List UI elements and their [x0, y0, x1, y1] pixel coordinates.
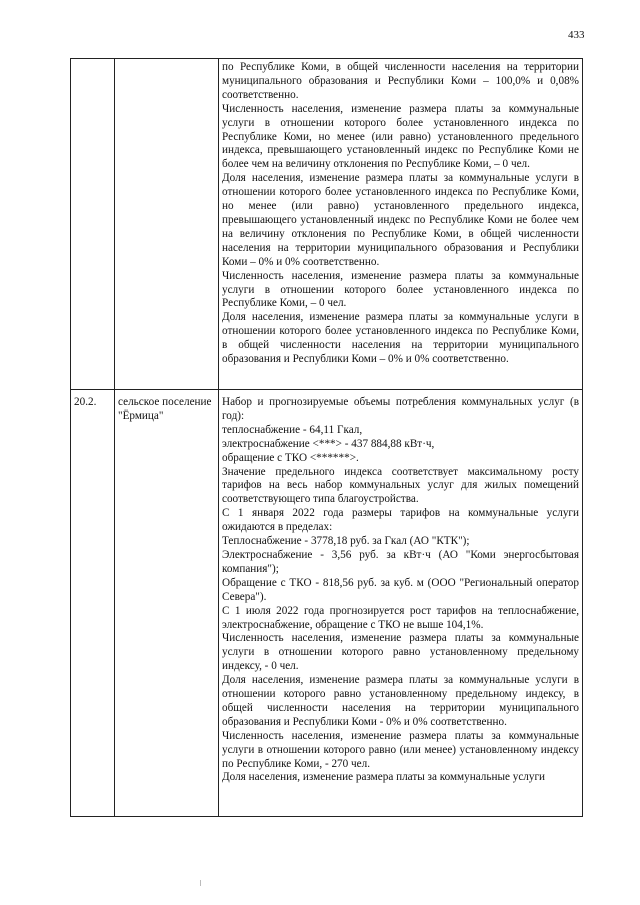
- paragraph: Доля населения, изменение размера платы за коммунальные услуги в отношении которого равно установленному предельному индексу, в общей численности населения на территории муниципального образования и Республики Коми - 0% и 0% соответственно.: [222, 674, 579, 728]
- paragraph: Численность населения, изменение размера платы за коммунальные услуги в отношении которого равно (или менее) установленному индексу по Республике Коми, - 270 чел.: [222, 729, 579, 770]
- table-row: [71, 390, 583, 817]
- paragraph: Значение предельного индекса соответствует максимальному росту тарифов на весь набор коммунальных услуг для жилых помещений соответствующего типа благоустройства.: [222, 465, 579, 506]
- row-number-cell: 20.2.: [71, 390, 115, 817]
- settlement-name-cell: [115, 59, 219, 390]
- paragraph: С 1 июля 2022 года прогнозируется рост тарифов на теплоснабжение, электроснабжение, обращение с ТКО не выше 104,1%.: [222, 604, 579, 631]
- paragraph: обращение с ТКО <******>.: [222, 451, 359, 464]
- paragraph: Обращение с ТКО - 818,56 руб. за куб. м (ООО "Региональный оператор Севера").: [222, 576, 579, 603]
- paragraph: Теплоснабжение - 3778,18 руб. за Гкал (АО "КТК");: [222, 535, 470, 548]
- paragraph: Доля населения, изменение размера платы за коммунальные услуги: [222, 771, 546, 784]
- row-text-cell: [219, 390, 583, 817]
- page-number: 433: [568, 29, 585, 41]
- scan-mark: [200, 880, 201, 886]
- table-row: [71, 59, 583, 390]
- paragraph: Численность населения, изменение размера платы за коммунальные услуги в отношении которого более установленного индекса по Республике Коми, но менее (или равно) установленного предельного индекса, превышающего установленный индекс по Республике Коми не более чем на величину отклонения по Республике Коми, – 0 чел.: [222, 102, 579, 171]
- paragraph: по Республике Коми, в общей численности населения на территории муниципального образования и Республики Коми – 100,0% и 0,08% соответственно.: [222, 61, 579, 101]
- indicators-table: [70, 58, 583, 817]
- paragraph: Доля населения, изменение размера платы за коммунальные услуги в отношении которого более установленного индекса по Республике Коми, в общей численности населения на территории муниципального образования и Республики Коми – 0% и 0% соответственно.: [222, 311, 579, 366]
- settlement-name-cell: сельское поселение "Ёрмица": [115, 390, 219, 817]
- paragraph: электроснабжение <***> - 437 884,88 кВт·ч,: [222, 437, 435, 450]
- paragraph: Электроснабжение - 3,56 руб. за кВт·ч (АО "Коми энергосбытовая компания");: [222, 548, 579, 575]
- row-text-cell: [219, 59, 583, 390]
- paragraph: Набор и прогнозируемые объемы потребления коммунальных услуг (в год):: [222, 396, 579, 422]
- paragraph: теплоснабжение - 64,11 Гкал,: [222, 423, 363, 436]
- paragraph: Численность населения, изменение размера платы за коммунальные услуги в отношении которого более установленного индекса по Республике Коми, – 0 чел.: [222, 269, 579, 310]
- paragraph: Численность населения, изменение размера платы за коммунальные услуги в отношении которого равно установленному предельному индексу, - 0 чел.: [222, 632, 579, 673]
- row-number-cell: [71, 59, 115, 390]
- paragraph: Доля населения, изменение размера платы за коммунальные услуги в отношении которого более установленного индекса по Республике Коми, но менее (или равно) установленного предельного индекса, превышающего установленный индекс по Республике Коми не более чем на величину отклонения по Республике Коми, в общей численности населения на территории муниципального образования и Республики Коми – 0% и 0% соответственно.: [222, 172, 579, 268]
- paragraph: С 1 января 2022 года размеры тарифов на коммунальные услуги ожидаются в пределах:: [222, 507, 579, 534]
